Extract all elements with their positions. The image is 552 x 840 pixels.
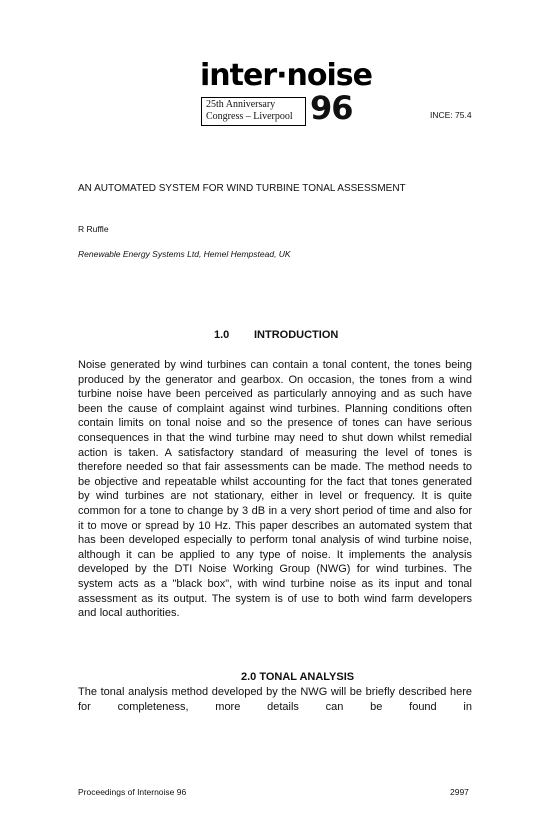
section-title: INTRODUCTION: [254, 329, 339, 341]
conference-logo-box: [201, 97, 306, 126]
paper-title: AN AUTOMATED SYSTEM FOR WIND TURBINE TONAL ASSESSMENT: [78, 183, 406, 194]
section-heading-introduction: [214, 328, 338, 342]
footer-proceedings: Proceedings of Internoise 96: [78, 787, 187, 797]
paper-author: R Ruffle: [78, 224, 109, 234]
section-heading-tonal-analysis: 2.0 TONAL ANALYSIS: [241, 671, 355, 683]
logo-anniversary-line: 25th Anniversary: [206, 99, 276, 110]
tonal-analysis-paragraph: The tonal analysis method developed by the NWG will be briefly described here for completeness, more details can be found in: [78, 686, 472, 713]
introduction-paragraph: Noise generated by wind turbines can contain a tonal content, the tones being produced by the generator and gearbox. On occasion, the tones from a wind turbine noise have been perceived as particularly annoying and as such have been the cause of complaint against wind turbines. Planning conditions often contain limits on tonal noise and so the presence of tones can have serious consequences in that the wind turbine may need to shut down whilst remedial action is taken. A satisfactory standard of measuring the level of tones is therefore needed so that fair assessments can be made. The method needs to be objective and repeatable whilst accounting for the fact that tones generated by wind turbines are not stationary, either in level or frequency. It is quite common for a tone to change by 3 dB in a very short period of time and also for it to move or spread by 10 Hz. This paper describes an automated system that has been developed especially to perform tonal analysis of wind turbine noise, although it can be applied to any type of noise. It implements the analysis developed by the DTI Noise Working Group (NWG) for wind turbines. The system acts as a "black box", with wind turbine noise as its input and tonal assessment as its output. The system is of use to both wind farm developers and local authorities.: [78, 359, 472, 620]
footer-page-number: 2997: [450, 787, 469, 797]
section-number: 1.0: [214, 329, 230, 341]
ince-code: INCE: 75.4: [430, 110, 472, 120]
paper-affiliation: Renewable Energy Systems Ltd, Hemel Hempstead, UK: [78, 249, 291, 259]
conference-logo-year: 96: [310, 89, 353, 127]
conference-logo-word: inter·noise: [200, 58, 372, 93]
logo-congress-line: Congress – Liverpool: [206, 111, 293, 122]
